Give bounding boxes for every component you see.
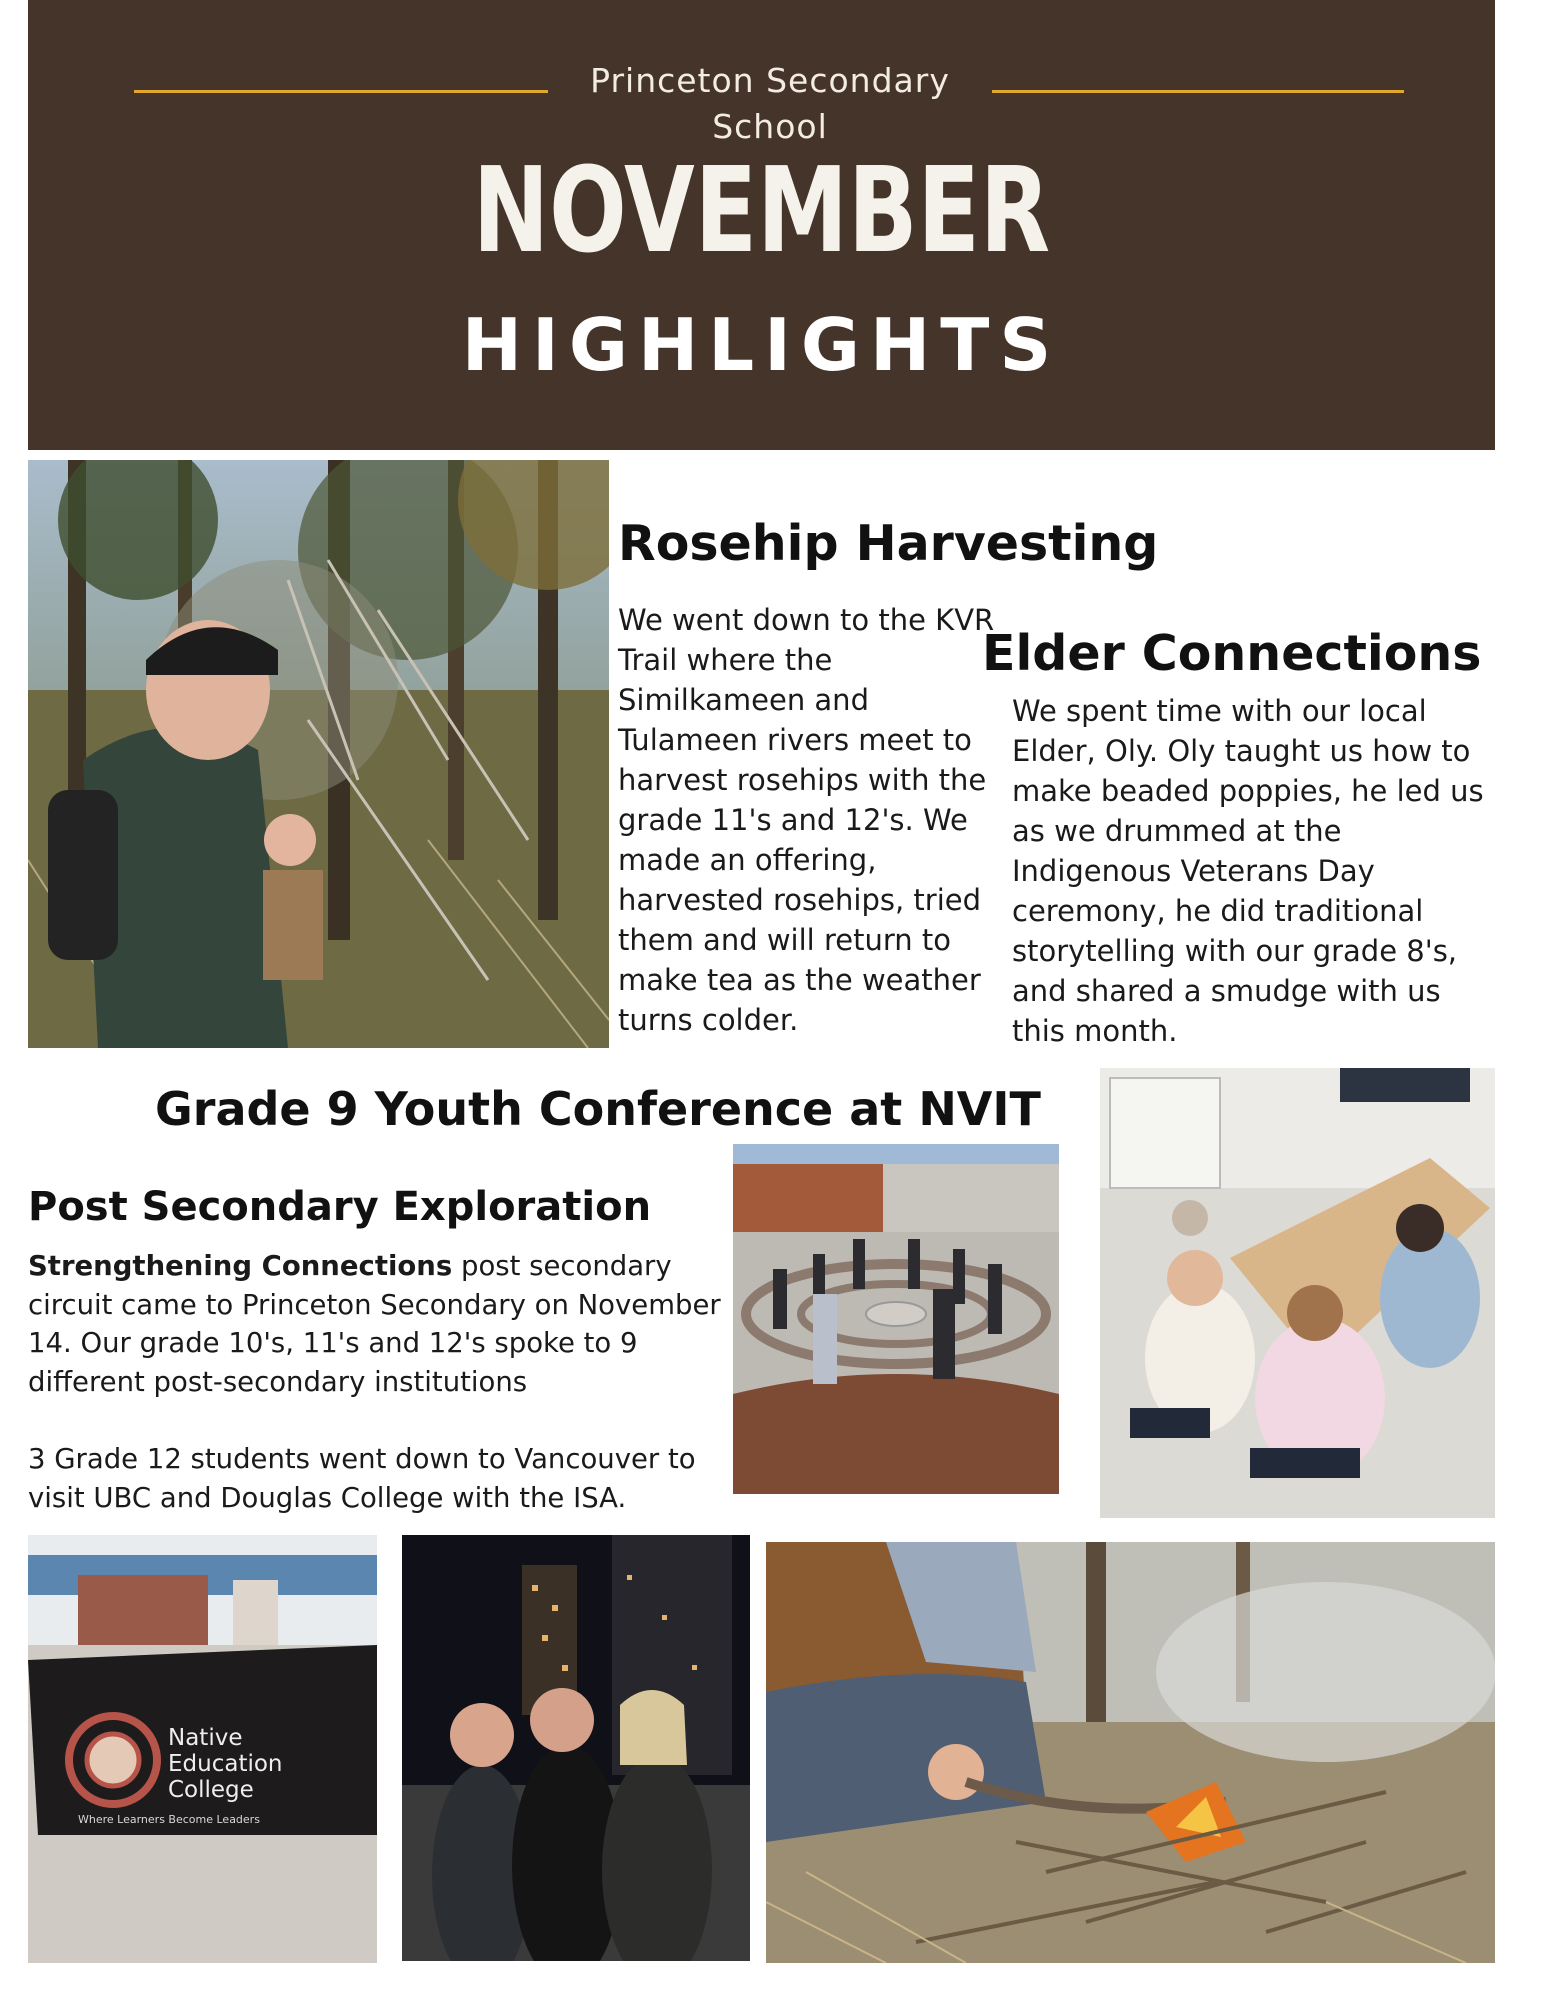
post-secondary-section-body xyxy=(28,1247,728,1517)
native-education-college-photo xyxy=(28,1535,377,1963)
post-secondary-paragraph-2: 3 Grade 12 students went down to Vancouver to visit UBC and Douglas College with the ISA. xyxy=(28,1443,696,1514)
post-secondary-section-title: Post Secondary Exploration xyxy=(28,1184,652,1230)
header-rule-left xyxy=(134,90,548,93)
school-name: Princeton Secondary School xyxy=(590,61,950,146)
month-title: NOVEMBER xyxy=(472,141,1051,279)
youth-conference-photo xyxy=(733,1144,1059,1494)
post-secondary-paragraph-1-text: post secondary circuit came to Princeton Secondary on November 14. Our grade 10's, 11's and 12's spoke to 9 different post-secondary institutions xyxy=(28,1250,721,1398)
banner-line-1: Native xyxy=(168,1725,243,1751)
rosehip-section-title: Rosehip Harvesting xyxy=(618,515,1159,572)
elder-beading-photo xyxy=(1100,1068,1495,1518)
banner-line-2: Education xyxy=(168,1751,283,1777)
newsletter-header xyxy=(28,0,1495,450)
post-secondary-bold-lead: Strengthening Connections xyxy=(28,1250,453,1282)
post-secondary-paragraph-1 xyxy=(28,1247,728,1401)
banner-tagline: Where Learners Become Leaders xyxy=(78,1813,260,1826)
highlights-subtitle: HIGHLIGHTS xyxy=(461,303,1062,387)
fire-making-photo xyxy=(766,1542,1495,1963)
elder-section-title: Elder Connections xyxy=(982,625,1482,682)
elder-section-body: We spent time with our local Elder, Oly. Oly taught us how to make beaded poppies, he led us as we drummed at the Indigenous Veterans Day ceremony, he did traditional storytelling with our grade 8's, and shared a smudge with us this month. xyxy=(1012,694,1484,1048)
vancouver-trip-photo xyxy=(402,1535,750,1961)
rosehip-harvest-photo xyxy=(28,460,609,1048)
header-rule-right xyxy=(992,90,1404,93)
conference-section-title: Grade 9 Youth Conference at NVIT xyxy=(155,1082,1041,1136)
rosehip-section-body: We went down to the KVR Trail where the Similkameen and Tulameen rivers meet to harvest rosehips with the grade 11's and 12's. We made an offering, harvested rosehips, tried them and will return to make tea as the weather turns colder. xyxy=(618,603,995,1037)
banner-line-3: College xyxy=(168,1777,254,1803)
